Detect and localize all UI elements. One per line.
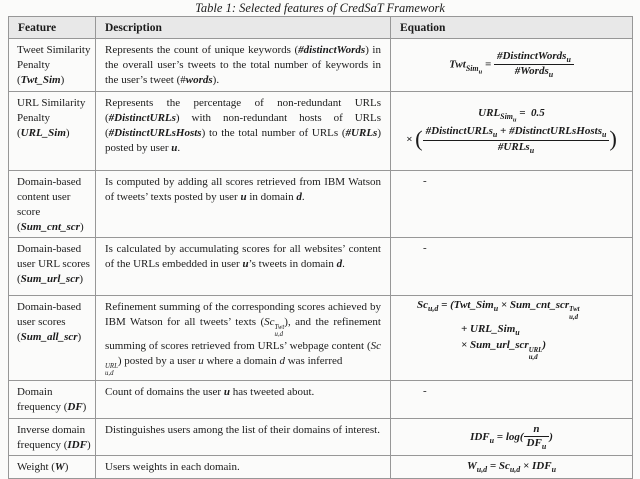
feature-cell-weight: Weight (W) [9,456,96,479]
table-row [9,419,633,456]
table-row [9,456,633,479]
description-cell-twt-sim: Represents the count of unique keywords (#distinctWords) in the overall user’s tweets to the total number of keywords in the user’s tweet (#words). [96,39,391,92]
table-row [9,170,633,237]
equation-cell-sum-url-scr: - [391,237,633,295]
description-cell-idf: Distinguishes users among the list of their domains of interest. [96,419,391,456]
feature-cell-sum-url-scr: Domain-based user URL scores (Sum_url_scr) [9,237,96,295]
equation-cell-sum-all-scr: $Sc_{u,d}$ = (Twt_Sim$_u$ × Sum_cnt_scr Twt u,d + URL_Sim$_u$ × Sum_url_scr URL u,d ) [391,295,633,380]
description-cell-url-sim: Represents the percentage of non-redundant URLs (#DistinctURLs) with non-redundant hosts of URLs (#DistinctURLsHosts) to the total number of URLs (#URLs) posted by user u. [96,91,391,170]
table-row [9,295,633,380]
features-table [8,16,633,479]
feature-cell-twt-sim: Tweet Similarity Penalty (Twt_Sim) [9,39,96,92]
equation-cell-weight: $W_{u,d} = Sc_{u,d} \times IDF_u$ [391,456,633,479]
description-cell-sum-all-scr: Refinement summing of the corresponding scores achieved by IBM Watson for all tweets’ texts (Sc Twt u,d ), and the refinement summing of scores retrieved from URLs’ webpage content (Sc URL u,d ) posted by a user u where a domain d was inferred [96,295,391,380]
header-equation: Equation [391,17,633,39]
feature-cell-df: Domain frequency (DF) [9,381,96,419]
description-cell-weight: Users weights in each domain. [96,456,391,479]
table-caption: Table 1: Selected features of CredSaT Framework [195,1,445,15]
equation-cell-url-sim: $URL_{Sim_u} = 0.5$ × ( #DistinctURLs$_u$ + #DistinctURLsHosts$_u$ #URLs$_u$ ) [391,91,633,170]
description-cell-sum-cnt-scr: Is computed by adding all scores retrieved from IBM Watson of tweets’ texts posted by user u in domain d. [96,170,391,237]
description-cell-df: Count of domains the user u has tweeted about. [96,381,391,419]
header-description: Description [96,17,391,39]
header-feature: Feature [9,17,96,39]
description-cell-sum-url-scr: Is calculated by accumulating scores for all websites’ content of the URLs embedded in user u’s tweets in domain d. [96,237,391,295]
equation-cell-sum-cnt-scr: - [391,170,633,237]
feature-cell-sum-all-scr: Domain-based user scores (Sum_all_scr) [9,295,96,380]
feature-cell-idf: Inverse domain frequency (IDF) [9,419,96,456]
table-row [9,39,633,92]
table-row [9,237,633,295]
header-row [9,17,633,39]
table-row [9,91,633,170]
feature-cell-url-sim: URL Similarity Penalty (URL_Sim) [9,91,96,170]
feature-cell-sum-cnt-scr: Domain-based content user score (Sum_cnt_scr) [9,170,96,237]
equation-cell-idf: $IDF_u = \log$( n $DF_u$ ) [391,419,633,456]
equation-cell-twt-sim: Twt$_{Sim_u}$ = #DistinctWords$_u$ #Words$_u$ [391,39,633,92]
table-row [9,381,633,419]
equation-cell-df: - [391,381,633,419]
